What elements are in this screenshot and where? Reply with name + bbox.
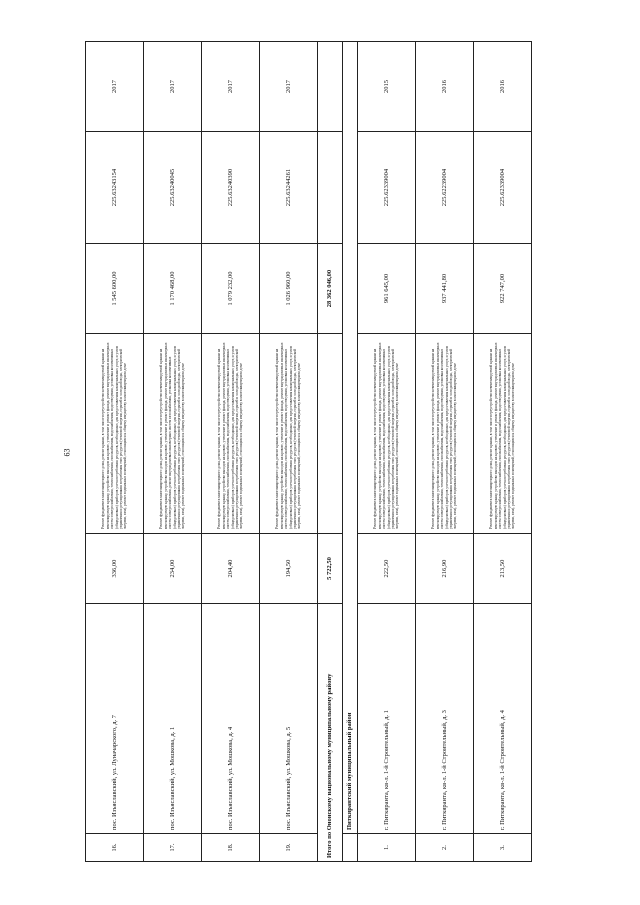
total-empty <box>318 334 343 534</box>
area-cell: 234,00 <box>144 534 202 604</box>
works-cell: Ремонт фундамента многоквартирного дома, ремонт крыши, в том числе переустройство невентилируемой крыши на вентилируемую крышу, устройство выходов на кровлю, утепление и ремонт фасада, ремонт внутридомовых инженерных систем электроснабжения, теплоснабжения, газоснабжения, водоснабжения, водоотведения, установка коллективных (общедомовых) приборов учета потребления ресурсов, необходимых для предоставления коммунальных услуг, и узлов управления и регулирования потребления этих ресурсов (тепловой энергии, горячей и холодной воды, электрической энергии, газа), ремонт подвальных помещений, относящихся к общему имуществу в многоквартирном доме <box>260 334 318 534</box>
page-number: 63 <box>62 448 72 457</box>
address-cell: пос. Изъяславский, ул. Луначарского, д. 7 <box>86 604 144 834</box>
year-cell: 2017 <box>202 42 260 132</box>
code-cell: 225.62339004 <box>474 132 532 244</box>
total-label: Итого по Ононскому национальному муниципальному району <box>318 604 343 862</box>
area-cell: 222,50 <box>358 534 416 604</box>
table-row <box>202 42 260 862</box>
row-number: 19. <box>260 834 318 862</box>
row-number: 16. <box>86 834 144 862</box>
address-cell: пос. Изъяславский, ул. Мошкова, д. 1 <box>144 604 202 834</box>
cost-cell: 1 170 468,00 <box>144 244 202 334</box>
capital-repair-table <box>85 41 532 862</box>
code-cell: 225.63244261 <box>260 132 318 244</box>
row-number: 2. <box>416 834 474 862</box>
cost-cell: 1 079 232,00 <box>202 244 260 334</box>
code-cell: 225.62239004 <box>416 132 474 244</box>
area-cell: 194,50 <box>260 534 318 604</box>
row-number: 18. <box>202 834 260 862</box>
table-row <box>474 42 532 862</box>
section-header-row <box>343 42 358 862</box>
area-cell: 213,50 <box>474 534 532 604</box>
table-row <box>358 42 416 862</box>
works-cell: Ремонт фундамента многоквартирного дома, ремонт крыши, в том числе переустройство невентилируемой крыши на вентилируемую крышу, устройство выходов на кровлю, утепление и ремонт фасада, ремонт внутридомовых инженерных систем электроснабжения, теплоснабжения, газоснабжения, водоснабжения, водоотведения, установка коллективных (общедомовых) приборов учета потребления ресурсов, необходимых для предоставления коммунальных услуг, и узлов управления и регулирования потребления этих ресурсов (тепловой энергии, горячей и холодной воды, электрической энергии, газа), ремонт подвальных помещений, относящихся к общему имуществу в многоквартирном доме <box>416 334 474 534</box>
code-cell: 225.62339004 <box>358 132 416 244</box>
year-cell: 2017 <box>144 42 202 132</box>
table-row <box>86 42 144 862</box>
cost-cell: 1 026 960,00 <box>260 244 318 334</box>
area-cell: 216,90 <box>416 534 474 604</box>
area-cell: 204,40 <box>202 534 260 604</box>
table-row <box>144 42 202 862</box>
cost-cell: 922 747,00 <box>474 244 532 334</box>
cost-cell: 1 545 600,00 <box>86 244 144 334</box>
address-cell: г. Питкяранта, кв-л. 1-й Строительный, д. 3 <box>416 604 474 834</box>
cost-cell: 961 645,00 <box>358 244 416 334</box>
code-cell: 225.63240045 <box>144 132 202 244</box>
address-cell: пос. Изъяславский, ул. Мошкова, д. 5 <box>260 604 318 834</box>
year-cell: 2016 <box>416 42 474 132</box>
table-row <box>416 42 474 862</box>
address-cell: пос. Изъяславский, ул. Мошкова, д. 4 <box>202 604 260 834</box>
row-number: 17. <box>144 834 202 862</box>
code-cell: 225.63243154 <box>86 132 144 244</box>
works-cell: Ремонт фундамента многоквартирного дома, ремонт крыши, в том числе переустройство невентилируемой крыши на вентилируемую крышу, устройство выходов на кровлю, утепление и ремонт фасада, ремонт внутридомовых инженерных систем электроснабжения, теплоснабжения, газоснабжения, водоснабжения, водоотведения, установка коллективных (общедомовых) приборов учета потребления ресурсов, необходимых для предоставления коммунальных услуг, и узлов управления и регулирования потребления этих ресурсов (тепловой энергии, горячей и холодной воды, электрической энергии, газа), ремонт подвальных помещений, относящихся к общему имуществу в многоквартирном доме <box>474 334 532 534</box>
address-cell: г. Питкяранта, кв-л. 1-й Строительный, д. 1 <box>358 604 416 834</box>
cost-cell: 937 441,80 <box>416 244 474 334</box>
year-cell: 2017 <box>260 42 318 132</box>
works-cell: Ремонт фундамента многоквартирного дома, ремонт крыши, в том числе переустройство невентилируемой крыши на вентилируемую крышу, устройство выходов на кровлю, утепление и ремонт фасада, ремонт внутридомовых инженерных систем электроснабжения, теплоснабжения, газоснабжения, водоснабжения, водоотведения, установка коллективных (общедомовых) приборов учета потребления ресурсов, необходимых для предоставления коммунальных услуг, и узлов управления и регулирования потребления этих ресурсов (тепловой энергии, горячей и холодной воды, электрической энергии, газа), ремонт подвальных помещений, относящихся к общему имуществу в многоквартирном доме <box>358 334 416 534</box>
works-cell: Ремонт фундамента многоквартирного дома, ремонт крыши, в том числе переустройство невентилируемой крыши на вентилируемую крышу, устройство выходов на кровлю, утепление и ремонт фасада, ремонт внутридомовых инженерных систем электроснабжения, теплоснабжения, газоснабжения, водоснабжения, водоотведения, установка коллективных (общедомовых) приборов учета потребления ресурсов, необходимых для предоставления коммунальных услуг, и узлов управления и регулирования потребления этих ресурсов (тепловой энергии, горячей и холодной воды, электрической энергии, газа), ремонт подвальных помещений, относящихся к общему имуществу в многоквартирном доме <box>86 334 144 534</box>
section-empty <box>343 834 358 862</box>
works-cell: Ремонт фундамента многоквартирного дома, ремонт крыши, в том числе переустройство невентилируемой крыши на вентилируемую крышу, устройство выходов на кровлю, утепление и ремонт фасада, ремонт внутридомовых инженерных систем электроснабжения, теплоснабжения, газоснабжения, водоснабжения, водоотведения, установка коллективных (общедомовых) приборов учета потребления ресурсов, необходимых для предоставления коммунальных услуг, и узлов управления и регулирования потребления этих ресурсов (тепловой энергии, горячей и холодной воды, электрической энергии, газа), ремонт подвальных помещений, относящихся к общему имуществу в многоквартирном доме <box>202 334 260 534</box>
total-row <box>318 42 343 862</box>
total-cost: 28 362 046,00 <box>318 244 343 334</box>
total-empty <box>318 132 343 244</box>
section-title: Питкярантский муниципальный район <box>343 42 358 834</box>
year-cell: 2017 <box>86 42 144 132</box>
rotated-table-container <box>85 42 555 862</box>
works-cell: Ремонт фундамента многоквартирного дома, ремонт крыши, в том числе переустройство невентилируемой крыши на вентилируемую крышу, устройство выходов на кровлю, утепление и ремонт фасада, ремонт внутридомовых инженерных систем электроснабжения, ремонт внутридомовых инженерных систем газоснабжения, установка коллективных (общедомовых) приборов учета потребления ресурсов, необходимых для предоставления коммунальных услуг, и узлов управления и регулирования потребления этих ресурсов (тепловой энергии, горячей и холодной воды, электрической энергии, газа), ремонт подвальных помещений, относящихся к общему имуществу в многоквартирном доме <box>144 334 202 534</box>
total-empty <box>318 42 343 132</box>
area-cell: 336,00 <box>86 534 144 604</box>
total-area: 5 722,50 <box>318 534 343 604</box>
row-number: 3. <box>474 834 532 862</box>
year-cell: 2015 <box>358 42 416 132</box>
row-number: 1. <box>358 834 416 862</box>
address-cell: г. Питкяранта, кв-л. 1-й Строительный, д. 4 <box>474 604 532 834</box>
code-cell: 225.63240390 <box>202 132 260 244</box>
year-cell: 2016 <box>474 42 532 132</box>
table-row <box>260 42 318 862</box>
